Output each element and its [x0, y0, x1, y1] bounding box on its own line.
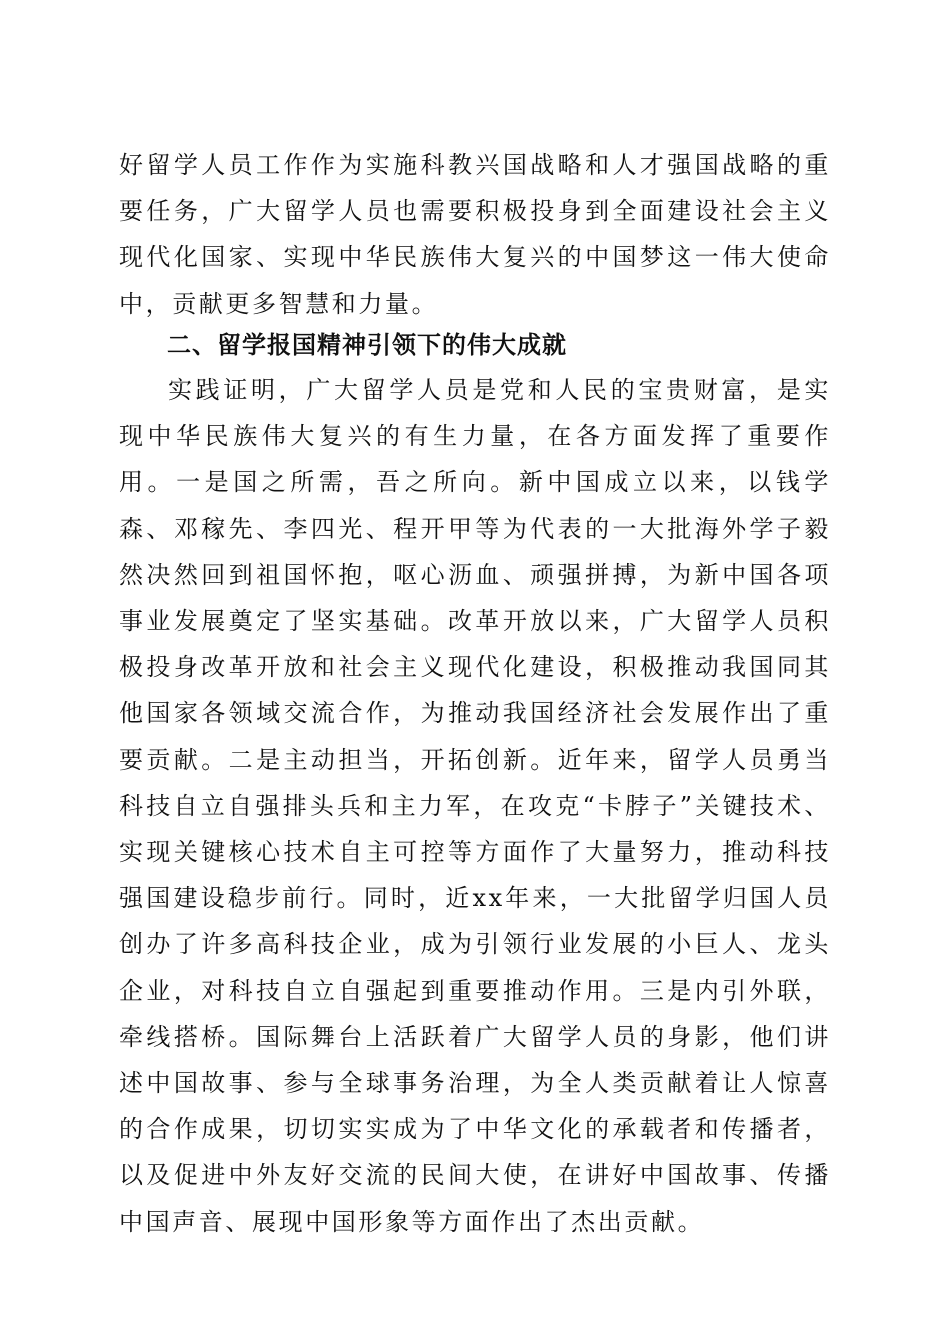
section-heading: 二、留学报国精神引领下的伟大成就 — [167, 331, 567, 359]
paragraph-continued-text: 好留学人员工作作为实施科教兴国战略和人才强国战略的重要任务，广大留学人员也需要积极投身到全面建设社会主义现代化国家、实现中华民族伟大复兴的中国梦这一伟大使命中，贡献更多智慧和力量。 — [119, 151, 831, 318]
paragraph-main-text: 实践证明，广大留学人员是党和人民的宝贵财富，是实现中华民族伟大复兴的有生力量，在各方面发挥了重要作用。一是国之所需，吾之所向。新中国成立以来，以钱学森、邓稼先、李四光、程开甲等为代表的一大批海外学子毅然决然回到祖国怀抱，呕心沥血、顽强拼搏，为新中国各项事业发展奠定了坚实基础。改革开放以来，广大留学人员积极投身改革开放和社会主义现代化建设，积极推动我国同其他国家各领域交流合作，为推动我国经济社会发展作出了重要贡献。二是主动担当，开拓创新。近年来，留学人员勇当科技自立自强排头兵和主力军，在攻克“卡脖子”关键技术、实现关键核心技术自主可控等方面作了大量努力，推动科技强国建设稳步前行。同时，近xx年来，一大批留学归国人员创办了许多高科技企业，成为引领行业发展的小巨人、龙头企业，对科技自立自强起到重要推动作用。三是内引外联，牵线搭桥。国际舞台上活跃着广大留学人员的身影，他们讲述中国故事、参与全球事务治理，为全人类贡献着让人惊喜的合作成果，切切实实成为了中华文化的承载者和传播者，以及促进中外友好交流的民间大使，在讲好中国故事、传播中国声音、展现中国形象等方面作出了杰出贡献。 — [119, 376, 831, 1236]
paragraph-main — [119, 367, 831, 1245]
paragraph-continued — [119, 142, 831, 327]
